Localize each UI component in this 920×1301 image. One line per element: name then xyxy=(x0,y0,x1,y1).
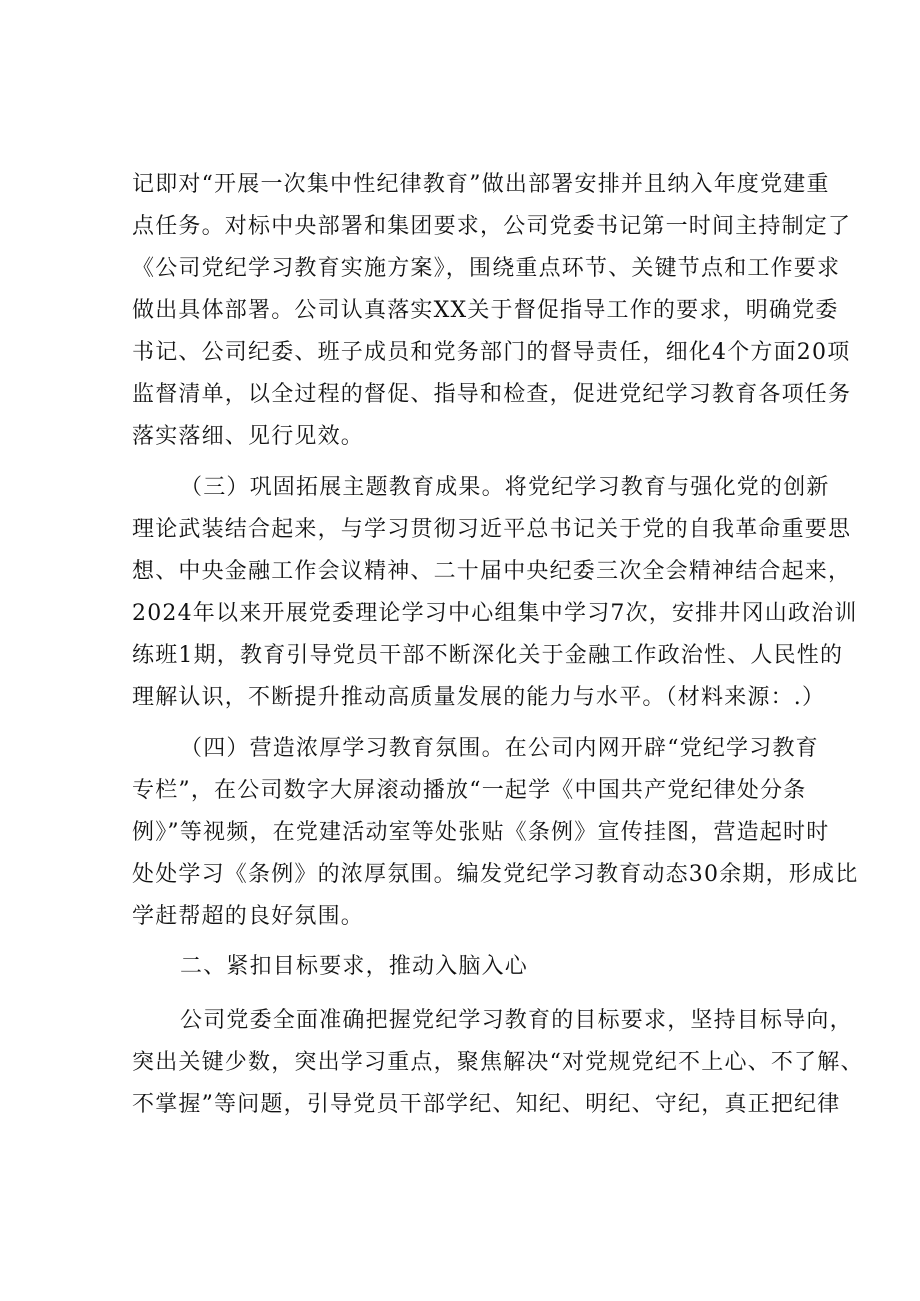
paragraph-line: 例》”等视频，在党建活动室等处张贴《条例》宣传挂图，营造起时时 xyxy=(132,820,830,845)
paragraph-line: 处处学习《条例》的浓厚氛围。编发党纪学习教育动态30余期，形成比 xyxy=(132,862,859,887)
paragraph-line: 学赶帮超的良好氛围。 xyxy=(132,904,365,929)
paragraph-line: 点任务。对标中央部署和集团要求，公司党委书记第一时间主持制定了 xyxy=(132,214,852,239)
paragraph-line: （四）营造浓厚学习教育氛围。在公司内网开辟“党纪学习教育 xyxy=(180,736,819,761)
paragraph-line: 不掌握”等问题，引导党员干部学纪、知纪、明纪、守纪，真正把纪律 xyxy=(132,1092,841,1117)
paragraph-line: 记即对“开展一次集中性纪律教育”做出部署安排并且纳入年度党建重 xyxy=(132,172,830,197)
section-heading xyxy=(132,946,796,988)
paragraph-line: （三）巩固拓展主题教育成果。将党纪学习教育与强化党的创新 xyxy=(180,475,830,500)
paragraph-line: 做出具体部署。公司认真落实XX关于督促指导工作的要求，明确党委 xyxy=(132,298,839,323)
paragraph-line: 专栏”，在公司数字大屏滚动播放“一起学《中国共产党纪律处分条 xyxy=(132,778,807,803)
paragraph-line: 想、中央金融工作会议精神、二十届中央纪委三次全会精神结合起来， xyxy=(132,559,852,584)
paragraph-line: 落实落细、见行见效。 xyxy=(132,424,365,449)
paragraph-atmosphere xyxy=(132,728,859,938)
paragraph-supervision xyxy=(132,164,852,458)
paragraph-line: 书记、公司纪委、班子成员和党务部门的督导责任，细化4个方面20项 xyxy=(132,340,851,365)
paragraph-line: 公司党委全面准确把握党纪学习教育的目标要求，坚持目标导向， xyxy=(180,1008,853,1033)
paragraph-goals xyxy=(132,1000,864,1126)
paragraph-line: 理解认识，不断提升推动高质量发展的能力与水平。（材料来源：.） xyxy=(132,685,826,710)
paragraph-line: 监督清单，以全过程的督促、指导和检查，促进党纪学习教育各项任务 xyxy=(132,382,852,407)
paragraph-line: 突出关键少数，突出学习重点，聚焦解决“对党规党纪不上心、不了解、 xyxy=(132,1050,864,1075)
paragraph-line: 《公司党纪学习教育实施方案》，围绕重点环节、关键节点和工作要求 xyxy=(132,256,841,281)
paragraph-theme-education xyxy=(132,467,858,719)
paragraph-line: 理论武装结合起来，与学习贯彻习近平总书记关于党的自我革命重要思 xyxy=(132,517,852,542)
section-heading-text: 二、紧扣目标要求，推动入脑入心 xyxy=(180,954,529,979)
paragraph-line: 练班1期，教育引导党员干部不断深化关于金融工作政治性、人民性的 xyxy=(132,643,844,668)
paragraph-line: 2024年以来开展党委理论学习中心组集中学习7次，安排井冈山政治训 xyxy=(132,601,858,626)
